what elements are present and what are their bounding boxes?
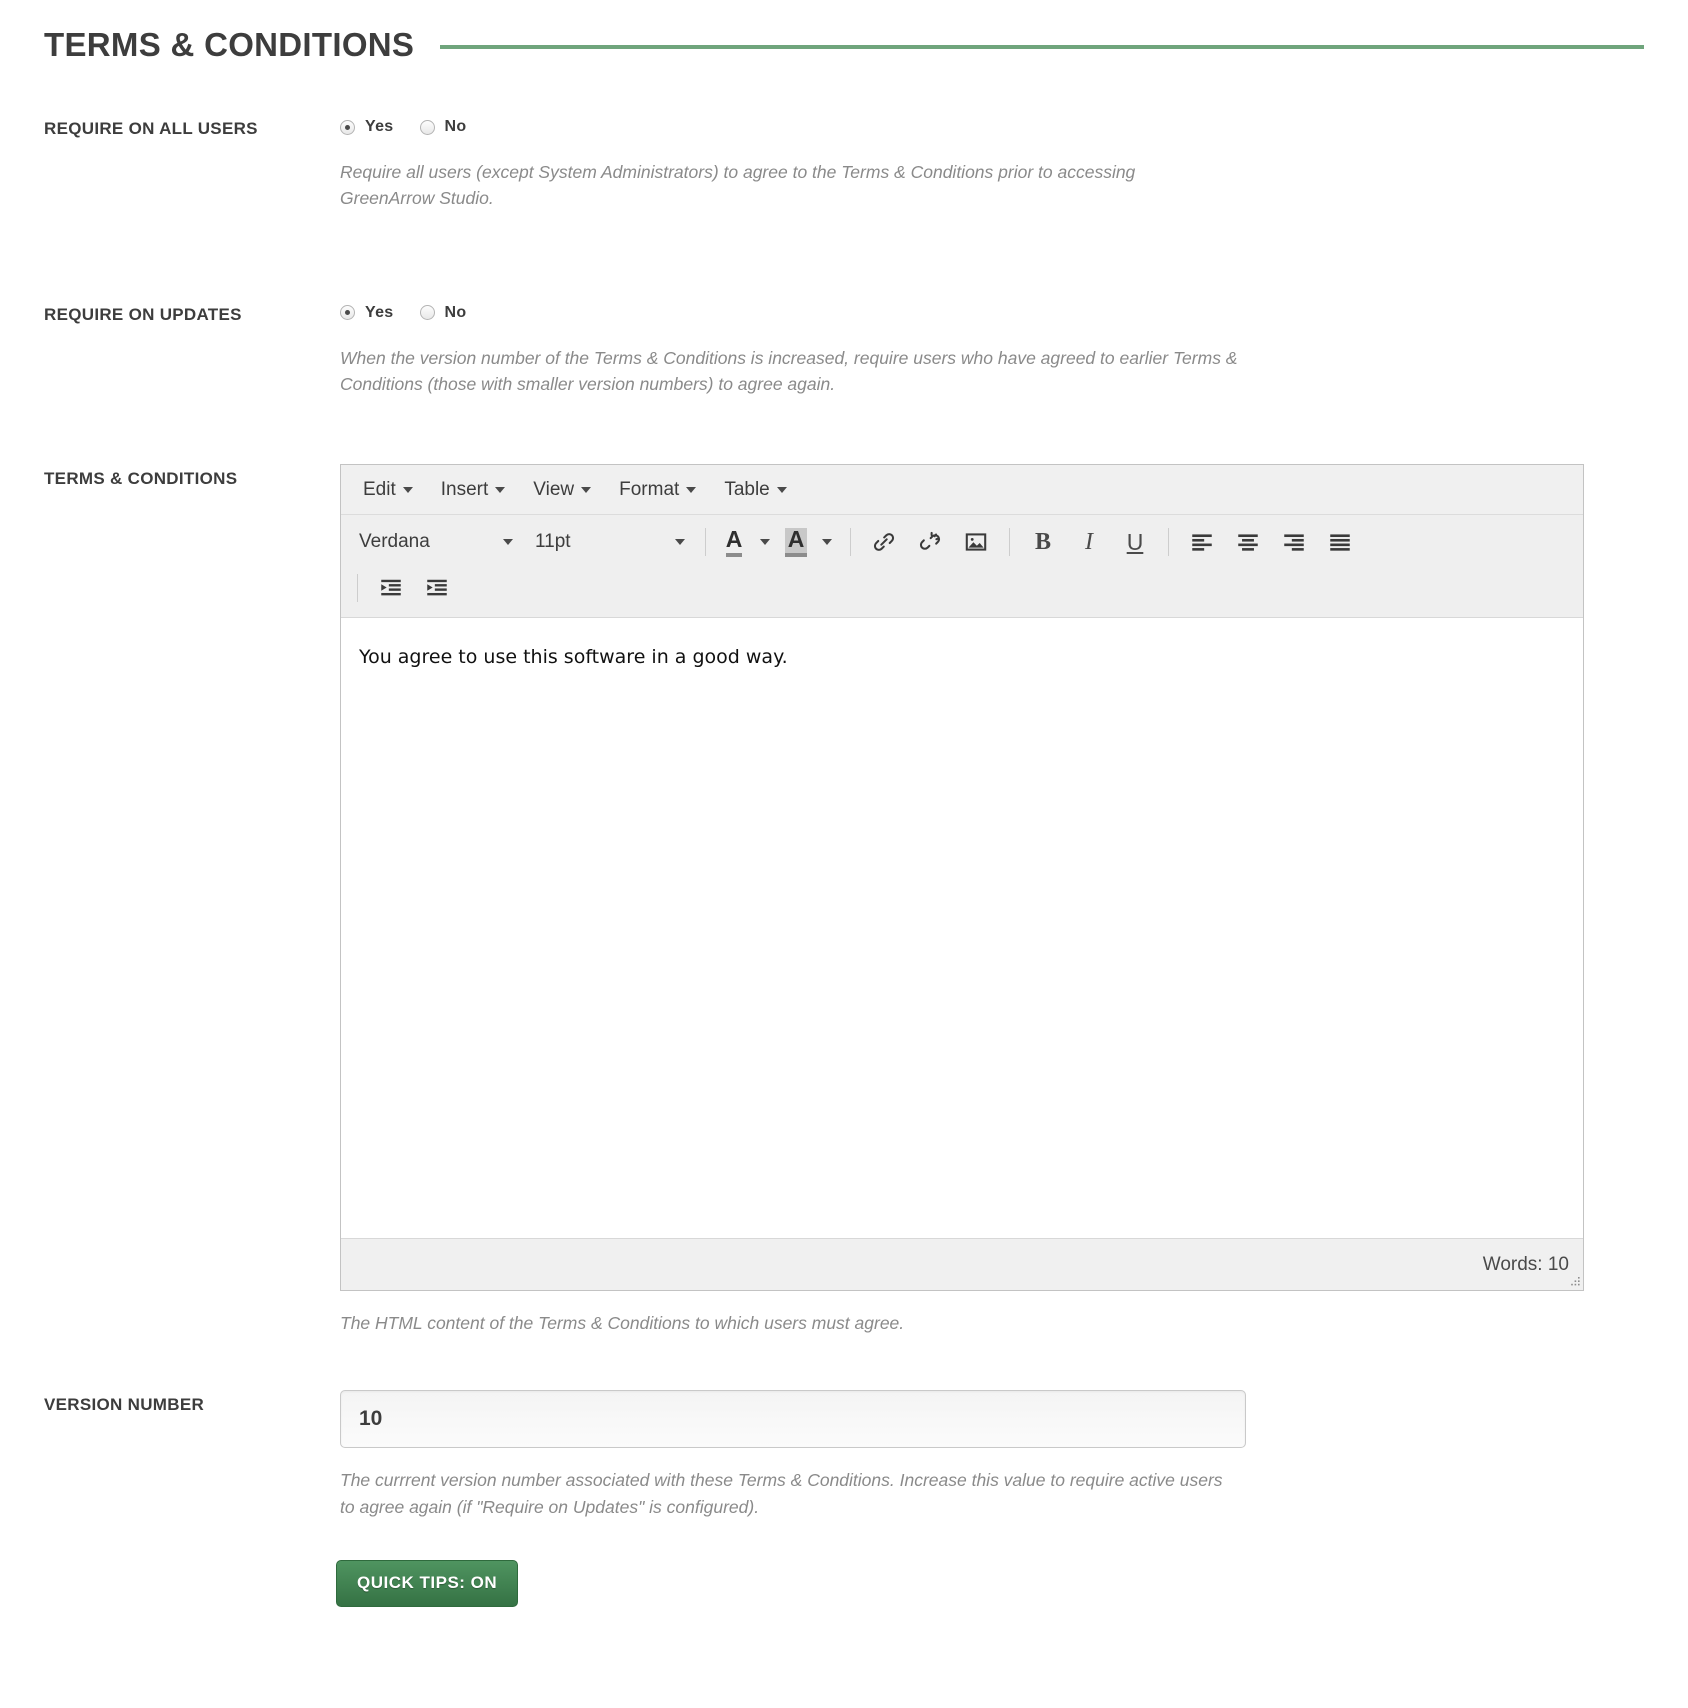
radio-require-all-users-no[interactable] (420, 118, 467, 136)
editor-toolbar (341, 515, 1583, 618)
page-title: TERMS & CONDITIONS (44, 26, 415, 63)
page-header (0, 0, 1688, 72)
menu-table-label: Table (724, 478, 770, 500)
radio-require-on-updates-no[interactable] (420, 304, 467, 322)
font-family-value: Verdana (359, 531, 430, 552)
align-center-button[interactable] (1225, 523, 1271, 561)
radio-label-yes: Yes (365, 118, 394, 135)
radio-dot-icon[interactable] (420, 305, 435, 320)
chevron-down-icon (503, 539, 513, 545)
align-right-icon (1281, 529, 1307, 555)
underline-icon: U (1126, 528, 1144, 555)
radio-dot-icon[interactable] (420, 120, 435, 135)
bold-button[interactable] (1020, 523, 1066, 561)
radio-label-no: No (444, 303, 467, 321)
label-terms-conditions: TERMS & CONDITIONS (44, 469, 238, 488)
text-color-icon: A (726, 528, 743, 557)
label-require-all-users: REQUIRE ON ALL USERS (44, 119, 258, 138)
chevron-down-icon (675, 539, 685, 545)
chevron-down-icon (777, 487, 787, 493)
field-row-require-on-updates (0, 300, 1688, 398)
field-row-terms-conditions (0, 464, 1688, 1336)
align-left-button[interactable] (1179, 523, 1225, 561)
version-number-input[interactable] (340, 1390, 1246, 1448)
field-row-require-all-users (0, 114, 1688, 212)
quick-tips-button[interactable]: QUICK TIPS: ON (336, 1560, 518, 1607)
align-left-icon (1189, 529, 1215, 555)
radio-require-all-users-yes[interactable] (340, 118, 394, 136)
background-color-button[interactable] (778, 523, 814, 561)
align-justify-icon (1327, 529, 1353, 555)
radio-group-require-on-updates (340, 300, 1644, 326)
editor-content-area[interactable] (341, 618, 1583, 1238)
field-row-version-number (0, 1390, 1688, 1520)
help-text-version-number: The currrent version number associated with these Terms & Conditions. Increase this value to require active users to agree again (if "Require on Updates" is configured). (340, 1470, 1223, 1517)
editor-menubar (341, 465, 1583, 515)
label-version-number: VERSION NUMBER (44, 1395, 205, 1415)
menu-insert-label: Insert (440, 478, 489, 500)
radio-require-on-updates-yes[interactable] (340, 304, 394, 322)
align-justify-button[interactable] (1317, 523, 1363, 561)
radio-label-yes: Yes (365, 303, 394, 321)
text-color-button[interactable] (716, 523, 752, 561)
outdent-icon (378, 575, 404, 601)
toolbar-separator (1168, 528, 1169, 556)
menu-edit-label: Edit (363, 478, 396, 500)
chevron-down-icon (822, 539, 832, 545)
font-size-select[interactable] (523, 527, 695, 557)
resize-grip-icon[interactable] (1567, 1275, 1581, 1289)
chevron-down-icon (581, 487, 591, 493)
word-count-label: Words: 10 (1482, 1253, 1569, 1275)
menu-edit[interactable] (349, 473, 427, 507)
image-icon (963, 529, 989, 555)
help-text-require-all-users: Require all users (except System Administrators) to agree to the Terms & Conditions prior to accessing GreenArrow Studio. (340, 162, 1136, 209)
link-icon (871, 529, 897, 555)
toolbar-separator (1009, 528, 1010, 556)
menu-view[interactable] (519, 473, 605, 507)
editor-status-bar (341, 1238, 1583, 1290)
italic-icon: I (1085, 528, 1093, 555)
chevron-down-icon (495, 487, 505, 493)
header-divider-rule (440, 45, 1644, 49)
indent-icon (424, 575, 450, 601)
underline-button[interactable] (1112, 523, 1158, 561)
toolbar-separator (850, 528, 851, 556)
radio-group-require-all-users (340, 114, 1644, 140)
help-text-terms-conditions: The HTML content of the Terms & Conditions to which users must agree. (340, 1313, 905, 1333)
label-require-on-updates: REQUIRE ON UPDATES (44, 304, 242, 324)
chevron-down-icon (686, 487, 696, 493)
align-center-icon (1235, 529, 1261, 555)
radio-label-no: No (444, 118, 467, 135)
editor-paragraph: You agree to use this software in a good way. (359, 646, 788, 668)
bold-icon: B (1034, 528, 1051, 555)
menu-table[interactable] (710, 473, 800, 507)
remove-link-button[interactable] (907, 523, 953, 561)
unlink-icon (917, 529, 943, 555)
chevron-down-icon (760, 539, 770, 545)
insert-link-button[interactable] (861, 523, 907, 561)
menu-format[interactable] (605, 473, 710, 507)
outdent-button[interactable] (368, 569, 414, 607)
menu-view-label: View (533, 478, 575, 500)
align-right-button[interactable] (1271, 523, 1317, 561)
toolbar-separator (357, 574, 358, 602)
toolbar-separator (705, 528, 706, 556)
radio-dot-icon[interactable] (340, 305, 355, 320)
menu-insert[interactable] (427, 473, 520, 507)
text-color-dropdown[interactable] (752, 523, 778, 561)
insert-image-button[interactable] (953, 523, 999, 561)
indent-button[interactable] (414, 569, 460, 607)
rich-text-editor (340, 464, 1584, 1291)
background-color-icon: A (785, 528, 808, 557)
font-family-select[interactable] (347, 527, 523, 557)
menu-format-label: Format (619, 478, 680, 500)
font-size-value: 11pt (535, 531, 571, 552)
help-text-require-on-updates: When the version number of the Terms & Conditions is increased, require users who have agreed to earlier Terms & Conditions (those with smaller version numbers) to agree again. (340, 347, 1238, 394)
radio-dot-icon[interactable] (340, 120, 355, 135)
italic-button[interactable] (1066, 523, 1112, 561)
background-color-dropdown[interactable] (814, 523, 840, 561)
chevron-down-icon (403, 487, 413, 493)
